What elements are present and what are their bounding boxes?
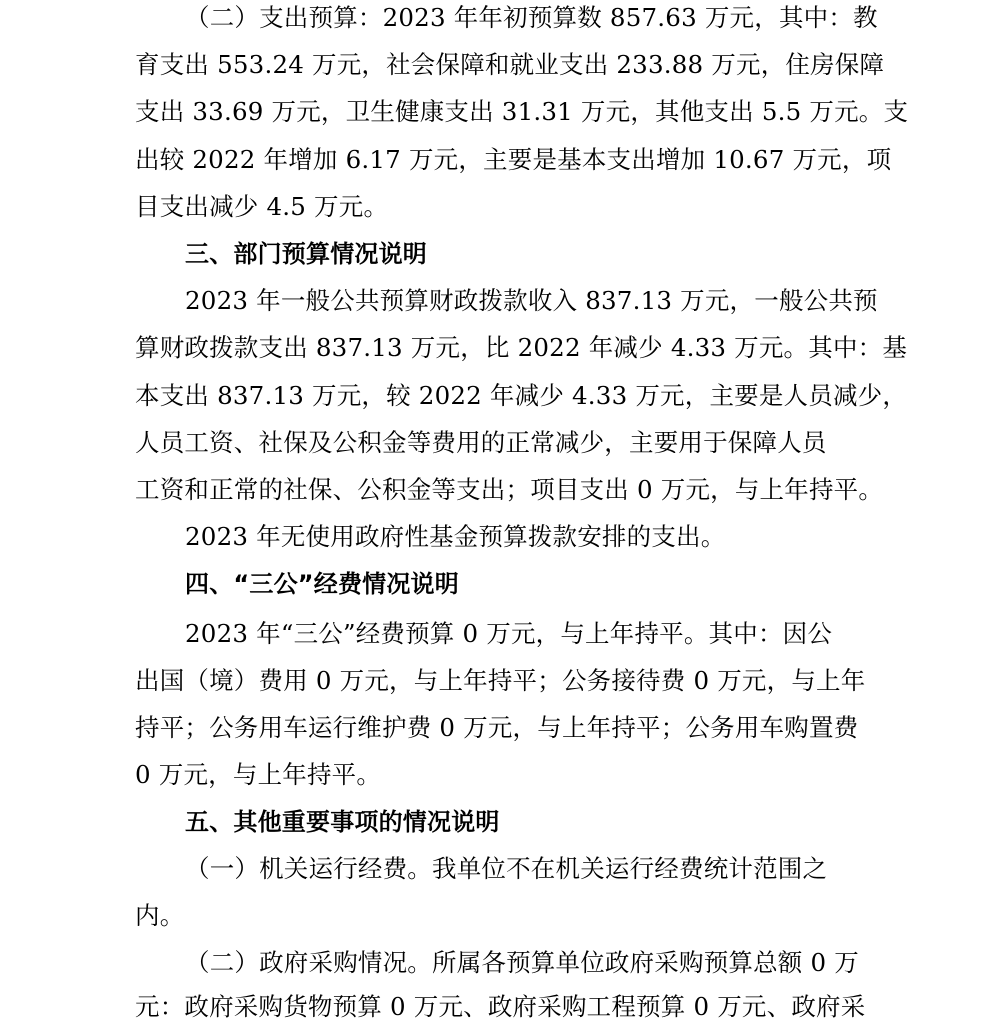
paragraph-line: 算财政拨款支出 837.13 万元，比 2022 年减少 4.33 万元。其中：基: [135, 333, 908, 362]
paragraph-line: 2023 年“三公”经费预算 0 万元，与上年持平。其中：因公: [185, 619, 833, 648]
paragraph-line: 出国（境）费用 0 万元，与上年持平；公务接待费 0 万元，与上年: [135, 666, 866, 695]
paragraph-line: （二）政府采购情况。所属各预算单位政府采购预算总额 0 万: [185, 948, 859, 977]
paragraph-line: 人员工资、社保及公积金等费用的正常减少，主要用于保障人员: [135, 428, 827, 457]
paragraph-line: 育支出 553.24 万元，社会保障和就业支出 233.88 万元，住房保障: [135, 50, 885, 79]
paragraph-line: 2023 年一般公共预算财政拨款收入 837.13 万元，一般公共预: [185, 286, 878, 315]
paragraph-line: 目支出减少 4.5 万元。: [135, 192, 389, 221]
paragraph-line: 内。: [135, 901, 185, 930]
paragraph-line: 工资和正常的社保、公积金等支出；项目支出 0 万元，与上年持平。: [135, 475, 884, 504]
paragraph-line: 0 万元，与上年持平。: [135, 760, 382, 789]
paragraph-line: 支出 33.69 万元，卫生健康支出 31.31 万元，其他支出 5.5 万元。支: [135, 97, 909, 126]
paragraph-line: 本支出 837.13 万元，较 2022 年减少 4.33 万元，主要是人员减少，: [135, 381, 908, 410]
section-heading: 四、“三公”经费情况说明: [185, 570, 459, 598]
paragraph-line: 2023 年无使用政府性基金预算拨款安排的支出。: [185, 522, 726, 551]
paragraph-line: （二）支出预算：2023 年年初预算数 857.63 万元，其中：教: [185, 3, 878, 32]
paragraph-line: 元：政府采购货物预算 0 万元、政府采购工程预算 0 万元、政府采: [135, 992, 866, 1021]
paragraph-line: 持平；公务用车运行维护费 0 万元，与上年持平；公务用车购置费: [135, 713, 859, 742]
paragraph-line: 出较 2022 年增加 6.17 万元，主要是基本支出增加 10.67 万元，项: [135, 145, 892, 174]
section-heading: 五、其他重要事项的情况说明: [185, 808, 500, 836]
section-heading: 三、部门预算情况说明: [185, 240, 427, 268]
paragraph-line: （一）机关运行经费。我单位不在机关运行经费统计范围之: [185, 854, 828, 883]
